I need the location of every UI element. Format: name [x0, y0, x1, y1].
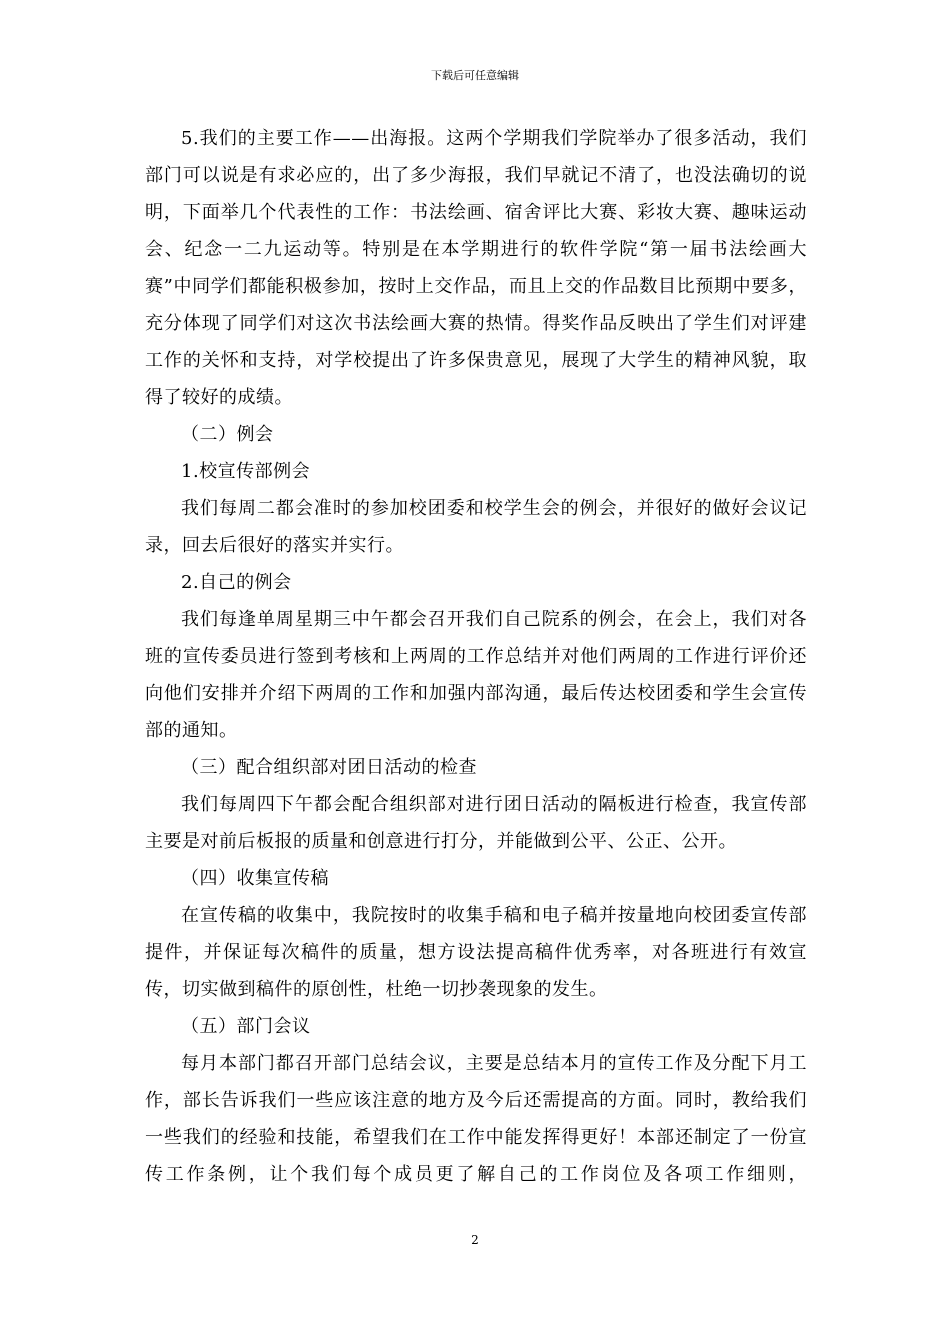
paragraph-school-meeting: 我们每周二都会准时的参加校团委和校学生会的例会，并很好的做好会议记录，回去后很好的落实并实行。: [145, 498, 807, 556]
section-heading-dept-meeting: （五）部门会议: [181, 1016, 311, 1037]
subheading-school-meeting: 1.校宣传部例会: [181, 461, 311, 482]
subheading-own-meeting: 2.自己的例会: [181, 572, 292, 593]
paragraph-dept-meeting: 每月本部门都召开部门总结会议，主要是总结本月的宣传工作及分配下月工作，部长告诉我们一些应该注意的地方及今后还需提高的方面。同时，教给我们一些我们的经验和技能，希望我们在工作中能发挥得更好！本部还制定了一份宣传工作条例，让个我们每个成员更了解自己的工作岗位及各项工作细则，: [145, 1053, 807, 1185]
paragraph-collect: 在宣传稿的收集中，我院按时的收集手稿和电子稿并按量地向校团委宣传部提件，并保证每次稿件的质量，想方设法提高稿件优秀率，对各班进行有效宣传，切实做到稿件的原创性，杜绝一切抄袭现象的发生。: [145, 905, 807, 1000]
paragraph-main-work: 5.我们的主要工作——出海报。这两个学期我们学院举办了很多活动，我们部门可以说是有求必应的，出了多少海报，我们早就记不清了，也没法确切的说明，下面举几个代表性的工作：书法绘画、宿舍评比大赛、彩妆大赛、趣味运动会、纪念一二九运动等。特别是在本学期进行的软件学院“第一届书法绘画大赛”中同学们都能积极参加，按时上交作品，而且上交的作品数目比预期中要多，充分体现了同学们对这次书法绘画大赛的热情。得奖作品反映出了学生们对评建工作的关怀和支持，对学校提出了许多保贵意见，展现了大学生的精神风貌，取得了较好的成绩。: [145, 128, 807, 408]
page-header: 下载后可任意编辑: [431, 69, 519, 82]
section-heading-inspection: （三）配合组织部对团日活动的检查: [181, 757, 477, 778]
paragraph-inspection: 我们每周四下午都会配合组织部对进行团日活动的隔板进行检查，我宣传部主要是对前后板报的质量和创意进行打分，并能做到公平、公正、公开。: [145, 794, 807, 852]
section-heading-meetings: （二）例会: [181, 424, 274, 445]
document-body: [145, 120, 807, 1193]
page-number: 2: [471, 1233, 479, 1247]
paragraph-own-meeting: 我们每逢单周星期三中午都会召开我们自己院系的例会，在会上，我们对各班的宣传委员进行签到考核和上两周的工作总结并对他们两周的工作进行评价还向他们安排并介绍下两周的工作和加强内部沟通，最后传达校团委和学生会宣传部的通知。: [145, 609, 807, 741]
section-heading-collect: （四）收集宣传稿: [181, 868, 329, 889]
